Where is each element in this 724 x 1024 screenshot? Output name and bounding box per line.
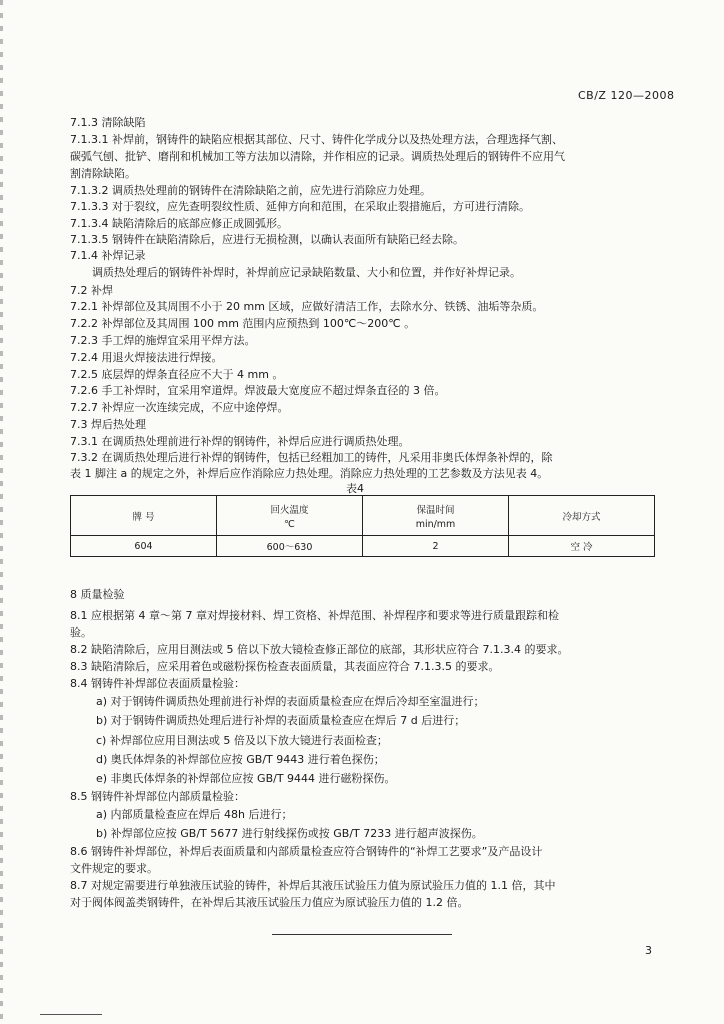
cell-holding-time: 2	[363, 536, 509, 557]
paragraph-line: 7.2.4 用退火焊接法进行焊接。	[70, 351, 223, 364]
scan-bottom-mark	[40, 1014, 102, 1015]
header-temperature	[217, 496, 363, 536]
paragraph-line: 7.1.3.3 对于裂纹，应先查明裂纹性质、延伸方向和范围，在采取止裂措施后，方可进行清除。	[70, 200, 530, 213]
table-header-row	[71, 496, 655, 536]
header-cooling: 冷却方式	[509, 496, 655, 536]
standard-code-header: CB/Z 120—2008	[578, 89, 675, 102]
paragraph-line: 文件规定的要求。	[70, 862, 158, 875]
paragraph-line: 7.1.3.1 补焊前，钢铸件的缺陷应根据其部位、尺寸、铸件化学成分以及热处理方法，合理选择气割、	[70, 133, 563, 146]
list-item: d) 奥氏体焊条的补焊部位应按 GB/T 9443 进行着色探伤；	[96, 753, 385, 766]
header-grade: 牌 号	[71, 496, 217, 536]
section-7-2-heading: 7.2 补焊	[70, 284, 113, 297]
paragraph-line: 7.1.3.2 调质热处理前的钢铸件在清除缺陷之前，应先进行消除应力处理。	[70, 184, 431, 197]
paragraph-line: 8.4 钢铸件补焊部位表面质量检验：	[70, 677, 245, 690]
paragraph-line: 8.3 缺陷清除后，应采用着色或磁粉探伤检查表面质量，其表面应符合 7.1.3.5 的要求。	[70, 660, 500, 673]
list-item: c) 补焊部位应用目测法或 5 倍及以下放大镜进行表面检查；	[96, 734, 388, 747]
header-temperature-label: 回火温度	[270, 504, 309, 516]
paragraph-line: 7.1.3.4 缺陷清除后的底部应修正成圆弧形。	[70, 217, 288, 230]
paragraph-line: 调质热处理后的钢铸件补焊时，补焊前应记录缺陷数量、大小和位置，并作好补焊记录。	[92, 266, 521, 279]
paragraph-line: 割清除缺陷。	[70, 167, 136, 180]
cell-grade: 604	[71, 536, 217, 557]
paragraph-line: 碳弧气刨、批铲、磨削和机械加工等方法加以清除，并作相应的记录。调质热处理后的钢铸件不应用气	[70, 150, 565, 163]
paragraph-line: 8.5 钢铸件补焊部位内部质量检验：	[70, 790, 245, 803]
section-7-1-3-heading: 7.1.3 清除缺陷	[70, 116, 146, 129]
paragraph-line: 对于阀体阀盖类钢铸件，在补焊后其液压试验压力值应为原试验压力值的 1.2 倍。	[70, 896, 469, 909]
paragraph-line: 7.2.6 手工补焊时，宜采用窄道焊。焊波最大宽度应不超过焊条直径的 3 倍。	[70, 384, 446, 397]
list-item: a) 对于钢铸件调质热处理前进行补焊的表面质量检查应在焊后冷却至室温进行；	[96, 695, 485, 708]
paragraph-line: 8.1 应根据第 4 章～第 7 章对焊接材料、焊工资格、补焊范围、补焊程序和要求等进行质量跟踪和检	[70, 609, 559, 622]
footer-rule	[272, 934, 452, 935]
list-item: a) 内部质量检查应在焊后 48h 后进行；	[96, 808, 293, 821]
list-item: e) 非奥氏体焊条的补焊部位应按 GB/T 9444 进行磁粉探伤。	[96, 772, 396, 785]
header-holding-time-unit: min/mm	[415, 518, 456, 530]
paragraph-line: 8.7 对规定需要进行单独液压试验的铸件，补焊后其液压试验压力值为原试验压力值的 1.1 倍，其中	[70, 879, 556, 892]
paragraph-line: 8.2 缺陷清除后，应用目测法或 5 倍以下放大镜检查修正部位的底部，其形状应符合 7.1.3.4 的要求。	[70, 643, 569, 656]
header-holding-time-label: 保温时间	[416, 504, 455, 516]
paragraph-line: 7.2.2 补焊部位及其周围 100 mm 范围内应预热到 100℃～200℃ 。	[70, 317, 416, 330]
paragraph-line: 验。	[70, 626, 92, 639]
paragraph-line: 7.1.3.5 钢铸件在缺陷清除后，应进行无损检测，以确认表面所有缺陷已经去除。	[70, 233, 464, 246]
cell-temperature: 600～630	[217, 536, 363, 557]
section-7-3-heading: 7.3 焊后热处理	[70, 418, 146, 431]
paragraph-line: 7.2.7 补焊应一次连续完成，不应中途停焊。	[70, 401, 289, 414]
page-number: 3	[645, 944, 652, 957]
header-holding-time	[363, 496, 509, 536]
table-4	[70, 495, 655, 557]
header-temperature-unit: ℃	[284, 518, 295, 530]
list-item: b) 补焊部位应按 GB/T 5677 进行射线探伤或按 GB/T 7233 进行超声波探伤。	[96, 827, 483, 840]
list-item: b) 对于钢铸件调质热处理后进行补焊的表面质量检查应在焊后 7 d 后进行；	[96, 714, 466, 727]
paragraph-line: 7.3.2 在调质热处理后进行补焊的钢铸件，包括已经粗加工的铸件，凡采用非奥氏体焊条补焊的，除	[70, 451, 553, 464]
paragraph-line: 7.2.1 补焊部位及其周围不小于 20 mm 区域，应做好清洁工作，去除水分、铁锈、油垢等杂质。	[70, 300, 544, 313]
paragraph-line: 7.2.5 底层焊的焊条直径应不大于 4 mm 。	[70, 368, 284, 381]
table-row	[71, 536, 655, 557]
scan-edge-artifact	[0, 0, 3, 1024]
table-4-title: 表4	[346, 482, 364, 495]
section-7-1-4-heading: 7.1.4 补焊记录	[70, 249, 146, 262]
cell-cooling: 空 冷	[509, 536, 655, 557]
paragraph-line: 7.3.1 在调质热处理前进行补焊的钢铸件，补焊后应进行调质热处理。	[70, 435, 410, 448]
section-8-heading: 8 质量检验	[70, 588, 125, 601]
paragraph-line: 表 1 脚注 a 的规定之外，补焊后应作消除应力热处理。消除应力热处理的工艺参数及方法见表 4。	[70, 467, 549, 480]
paragraph-line: 8.6 钢铸件补焊部位，补焊后表面质量和内部质量检查应符合钢铸件的“补焊工艺要求”及产品设计	[70, 845, 543, 858]
paragraph-line: 7.2.3 手工焊的施焊宜采用平焊方法。	[70, 334, 256, 347]
